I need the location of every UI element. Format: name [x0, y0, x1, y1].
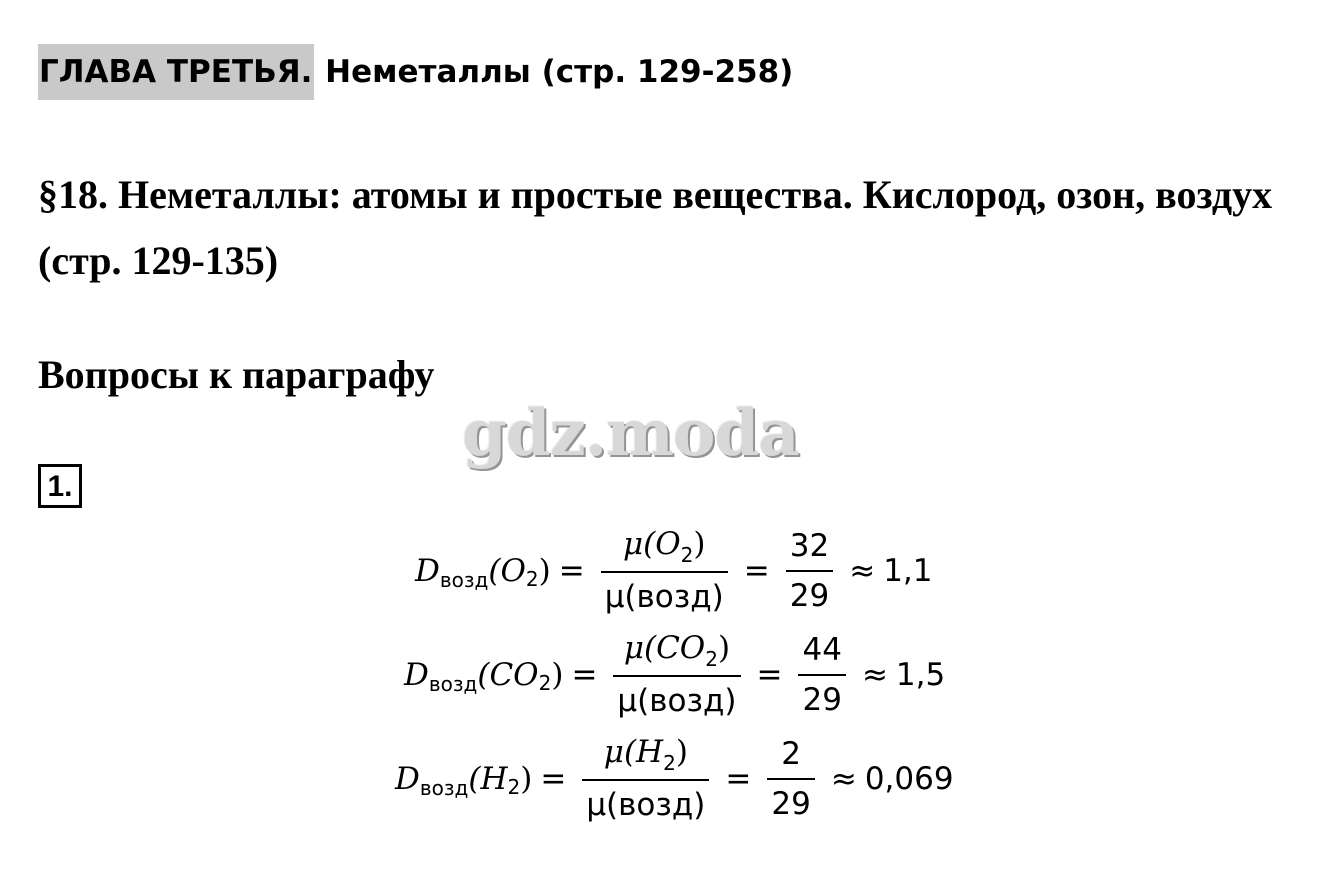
paragraph-title: §18. Неметаллы: атомы и простые вещества. Кислород, озон, воздух (стр. 129-135): [38, 172, 1273, 283]
approx-sign: ≈: [830, 760, 857, 797]
value-numerator: 2: [781, 735, 801, 772]
fraction-denominator: μ(возд): [613, 675, 740, 721]
equals-sign: =: [756, 656, 783, 693]
value-denominator: 29: [786, 570, 833, 616]
chapter-label: ГЛАВА ТРЕТЬЯ.: [38, 44, 314, 100]
lhs-close: ): [551, 656, 564, 693]
density-symbol: D: [415, 552, 440, 589]
lhs-close: ): [520, 760, 533, 797]
density-subscript: возд: [439, 567, 489, 592]
fraction-numerator: $\mu(CO_2)$: [623, 630, 731, 671]
equation-h2: [395, 732, 954, 825]
approx-sign: ≈: [849, 552, 876, 589]
equals-sign: =: [571, 656, 598, 693]
lhs-argument-subscript: 2: [538, 670, 552, 695]
lhs-argument: (O: [488, 552, 526, 589]
result-value: 1,5: [895, 656, 946, 693]
result-value: 1,1: [883, 552, 933, 589]
fraction-numerator: $\mu(H_2)$: [603, 734, 688, 775]
fraction-denominator: μ(возд): [582, 779, 709, 825]
equation-co2: [404, 628, 945, 721]
chapter-heading: [38, 44, 793, 100]
density-symbol: D: [404, 656, 429, 693]
result-value: 0,069: [864, 760, 954, 797]
equals-sign: =: [558, 552, 585, 589]
lhs-argument-subscript: 2: [507, 774, 521, 799]
density-subscript: возд: [419, 775, 469, 800]
value-fraction: [798, 630, 845, 720]
lhs-argument-subscript: 2: [525, 566, 539, 591]
watermark-logo: gdz.moda: [462, 396, 799, 471]
molar-mass-fraction: [601, 524, 728, 617]
density-subscript: возд: [428, 671, 478, 696]
density-symbol: D: [395, 760, 420, 797]
lhs-argument: (CO: [477, 656, 539, 693]
value-fraction: [767, 734, 814, 824]
chapter-title: Неметаллы (стр. 129-258): [314, 54, 794, 90]
questions-heading: Вопросы к параграфу: [38, 352, 435, 397]
equation-o2: [415, 524, 933, 617]
value-numerator: 44: [802, 631, 842, 668]
approx-sign: ≈: [861, 656, 888, 693]
question-number-box: 1.: [38, 464, 82, 508]
lhs-argument: (H: [468, 760, 508, 797]
equals-sign: =: [743, 552, 770, 589]
fraction-denominator: μ(возд): [601, 571, 728, 617]
value-numerator: 32: [789, 527, 830, 564]
molar-mass-fraction: [613, 628, 740, 721]
value-denominator: 29: [798, 674, 845, 720]
molar-mass-fraction: [582, 732, 709, 825]
value-denominator: 29: [767, 778, 814, 824]
lhs-close: ): [538, 552, 551, 589]
equals-sign: =: [725, 760, 752, 797]
value-fraction: [786, 526, 833, 616]
fraction-numerator: $\mu(O_2)$: [622, 526, 706, 567]
equals-sign: =: [540, 760, 567, 797]
